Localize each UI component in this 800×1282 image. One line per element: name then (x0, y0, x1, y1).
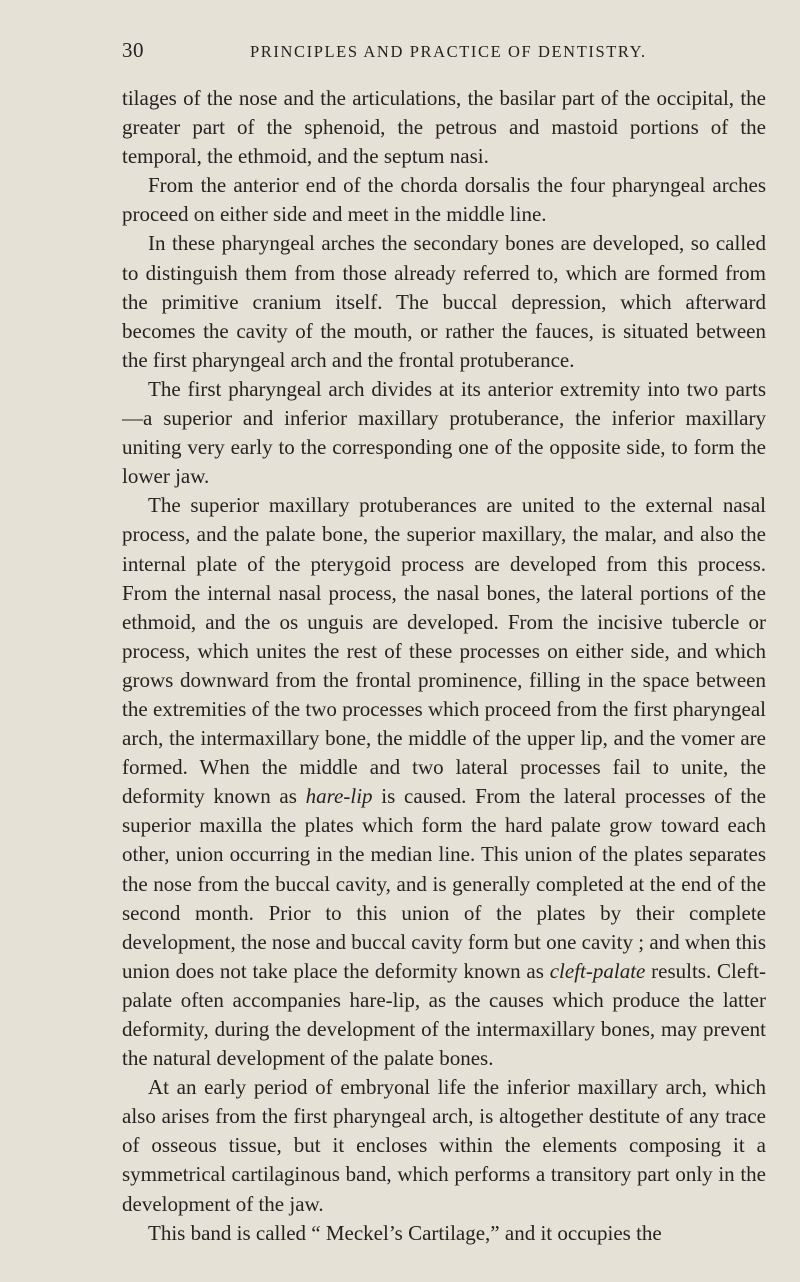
paragraph-5-part-b: is caused. From the lateral processes of the superior maxilla the plates which form the hard palate grow toward each other, union occurring in the median line. This union of the plates separates the nose from the buccal cavity, and is generally completed at the end of the second month. Prior to this union of the plates by their complete development, the nose and buccal cavity form but one cavity ; and when this union does not take place the deformity known as (122, 784, 766, 983)
paragraph-5-part-a: The superior maxillary protuberances are united to the external nasal process, and the palate bone, the superior maxillary, the malar, and also the internal plate of the pterygoid process are developed from this process. From the internal nasal process, the nasal bones, the lateral portions of the ethmoid, and the os unguis are developed. From the incisive tubercle or process, which unites the rest of these processes on either side, and which grows downward from the frontal prominence, filling in the space between the extremities of the two processes which proceed from the first pharyngeal arch, the intermaxillary bone, the middle of the upper lip, and the vomer are formed. When the middle and two lateral processes fail to unite, the deformity known as (122, 493, 766, 809)
body-text (122, 84, 766, 1248)
page-number: 30 (122, 38, 144, 62)
paragraph-1: tilages of the nose and the articulations, the basilar part of the occipital, the greater part of the sphenoid, the petrous and mastoid portions of the temporal, the ethmoid, and the septum nasi. (122, 86, 766, 169)
paragraph-5-part-c: results. Cleft-palate often accompanies hare-lip, as the causes which produce the latter deformity, during the development of the intermaxillary bones, may prevent the natural development of the palate bones. (122, 958, 767, 1071)
paragraph-5 (122, 491, 766, 1073)
italic-term-hare-lip: hare-lip (305, 784, 373, 809)
paragraph-4: The first pharyngeal arch divides at its anterior extremity into two parts—a superior and inferior maxillary protuberance, the inferior maxillary uniting very early to the corresponding one of the opposite side, to form the lower jaw. (122, 376, 766, 489)
running-head (122, 38, 766, 68)
running-title: PRINCIPLES AND PRACTICE OF DENTISTRY. (250, 42, 647, 61)
paragraph-6: At an early period of embryonal life the inferior maxillary arch, which also arises from the first pharyngeal arch, is altogether destitute of any trace of osseous tissue, but it encloses within the elements composing it a symmetrical cartilaginous band, which performs a transitory part only in the development of the jaw. (122, 1075, 766, 1216)
paragraph-2: From the anterior end of the chorda dorsalis the four pharyngeal arches proceed on either side and meet in the middle line. (122, 173, 766, 227)
paragraph-7: This band is called “ Meckel’s Cartilage,” and it occupies the (148, 1220, 662, 1245)
paragraph-3: In these pharyngeal arches the secondary bones are developed, so called to distinguish them from those already referred to, which are formed from the primitive cranium itself. The buccal depression, which afterward becomes the cavity of the mouth, or rather the fauces, is situated between the first pharyngeal arch and the frontal protuberance. (122, 231, 766, 372)
italic-term-cleft-palate: cleft-palate (549, 958, 646, 983)
